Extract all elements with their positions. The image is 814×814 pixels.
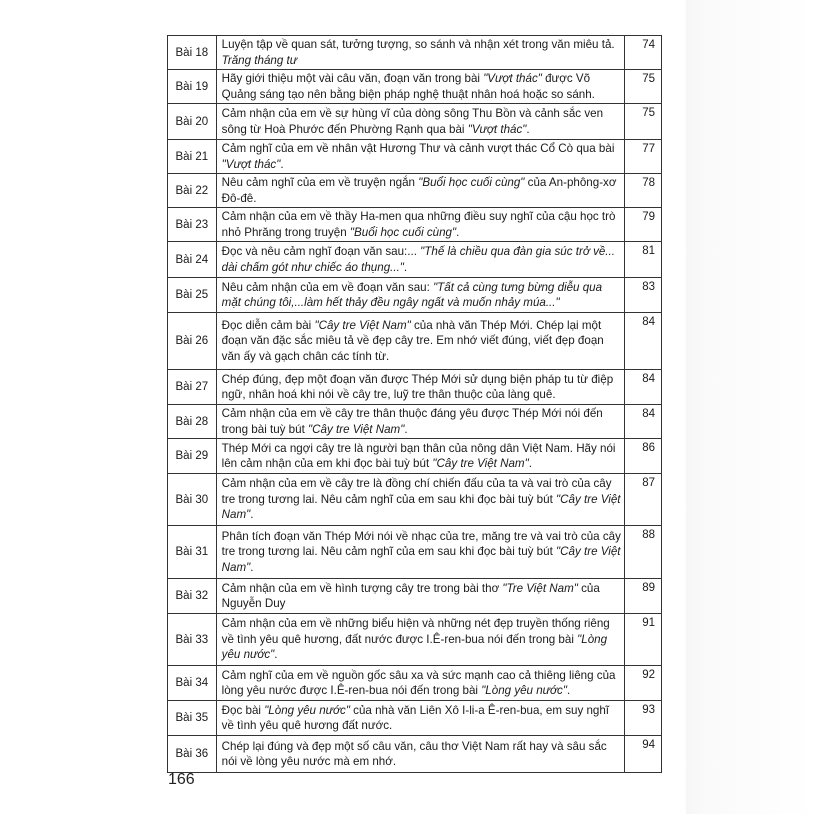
toc-row	[168, 242, 662, 278]
lesson-number: Bài 33	[168, 614, 217, 666]
lesson-title	[216, 474, 624, 526]
toc-row	[168, 526, 662, 579]
title-segment: Cảm nhận của em về những biểu hiện và những nét đẹp truyền thống riêng về tình yêu quê hương, đất nước được I.Ê-ren-bua nói đến trong bài	[221, 617, 610, 646]
lesson-page: 89	[624, 579, 661, 614]
lesson-page: 75	[624, 104, 661, 140]
title-segment: Cảm nhận của em về cây tre thân thuộc đáng yêu được Thép Mới nói đến trong bài tuỳ bút	[221, 407, 603, 436]
title-segment: Phân tích đoạn văn Thép Mới nói về nhạc của tre, măng tre và vai trò của cây tre trong tương lai. Nêu cảm nghĩ của em sau khi đọc bài tuỳ bút	[221, 529, 621, 559]
lesson-title	[216, 614, 624, 666]
lesson-title	[216, 36, 624, 70]
title-segment: của Nguyễn Duy	[221, 581, 600, 610]
lesson-number: Bài 30	[168, 474, 217, 526]
lesson-number: Bài 25	[168, 278, 217, 313]
lesson-page: 84	[624, 313, 661, 370]
title-segment: Cảm nhận của em về sự hùng vĩ của dòng sông Thu Bồn và cảnh sắc ven sông từ Hoà Phước đến Phường Rạnh qua bài	[221, 107, 604, 136]
toc-row	[168, 278, 662, 313]
title-italic-segment: "Cây tre Việt Nam"	[308, 422, 405, 436]
title-italic-segment: "Lòng yêu nước"	[221, 632, 608, 662]
title-segment: của nhà văn Liên Xô I-li-a Ê-ren-bua, em suy nghĩ về tình yêu quê hương đất nước.	[221, 703, 610, 732]
title-segment: Cảm nhận của em về hình tượng cây tre trong bài thơ	[221, 581, 503, 595]
title-segment: Đọc diễn cảm bài	[221, 318, 315, 332]
toc-row	[168, 36, 662, 70]
toc-row	[168, 70, 662, 104]
lesson-number: Bài 27	[168, 370, 217, 405]
lesson-page: 78	[624, 174, 661, 208]
lesson-title	[216, 174, 624, 208]
toc-row	[168, 104, 662, 140]
lesson-number: Bài 21	[168, 140, 217, 174]
title-italic-segment: "Buổi học cuối cùng"	[418, 176, 525, 189]
lesson-number: Bài 26	[168, 313, 217, 370]
lesson-page: 81	[624, 242, 661, 278]
lesson-number: Bài 18	[168, 36, 217, 70]
title-segment: Cảm nghĩ của em về nhân vật Hương Thư và cảnh vượt thác Cổ Cò qua bài	[221, 142, 615, 155]
lesson-title	[216, 313, 624, 370]
title-segment: .	[250, 508, 254, 522]
lesson-number: Bài 24	[168, 242, 217, 278]
lesson-number: Bài 35	[168, 701, 217, 736]
title-italic-segment: "Tất cả cùng tưng bừng diễu qua mặt chúng tôi,...làm hết thảy đều ngây ngất và muốn nhảy múa..."	[221, 280, 603, 309]
lesson-number: Bài 36	[168, 736, 217, 773]
title-segment: được Võ Quảng sáng tạo nên bằng biện pháp nghệ thuật nhân hoá hoặc so sánh.	[221, 72, 595, 101]
toc-row	[168, 579, 662, 614]
title-segment: Chép lại đúng và đẹp một số câu văn, câu thơ Việt Nam rất hay và sâu sắc nói về lòng yêu nước mà em nhớ.	[221, 739, 607, 768]
toc-row	[168, 370, 662, 405]
title-segment: Nêu cảm nhận của em về đoạn văn sau:	[221, 280, 434, 294]
lesson-page: 86	[624, 439, 661, 474]
title-segment: .	[526, 122, 530, 136]
toc-row	[168, 474, 662, 526]
lesson-page: 92	[624, 666, 661, 701]
title-segment: Chép đúng, đẹp một đoạn văn được Thép Mới sử dụng biện pháp tu từ điệp ngữ, nhân hoá khi nói về cây tre, luỹ tre thân thuộc của làng quê.	[221, 372, 614, 401]
title-segment: .	[280, 157, 284, 171]
lesson-page: 84	[624, 405, 661, 439]
title-italic-segment: "Cây tre Việt Nam"	[314, 318, 411, 332]
lesson-title	[216, 736, 624, 773]
toc-row	[168, 666, 662, 701]
title-segment: .	[250, 560, 254, 574]
title-segment: Cảm nhận của em về cây tre là đồng chí chiến đấu của ta và vai trò của cây tre trong tương lai. Nêu cảm nghĩ của em sau khi đọc bài tuỳ bút	[221, 477, 612, 506]
title-segment: .	[403, 260, 408, 274]
lesson-title	[216, 278, 624, 313]
lesson-number: Bài 20	[168, 104, 217, 140]
lesson-title	[216, 370, 624, 405]
title-segment: .	[404, 422, 408, 436]
lesson-title	[216, 701, 624, 736]
title-italic-segment: "Lòng yêu nước"	[264, 703, 350, 717]
lesson-title	[216, 70, 624, 104]
title-segment: .	[456, 225, 460, 239]
title-italic-segment: "Cây tre Việt Nam"	[221, 492, 621, 522]
lesson-number: Bài 31	[168, 526, 217, 579]
lesson-page: 75	[624, 70, 661, 104]
title-segment: .	[566, 684, 571, 697]
lesson-title	[216, 526, 624, 579]
page-number: 166	[168, 771, 195, 788]
title-italic-segment: "Thế là chiều qua đàn gia súc trở về... dài chấm gót như chiếc áo thụng..."	[221, 245, 615, 274]
title-segment: Cảm nhận của em về thầy Ha-men qua những điều suy nghĩ của cậu học trò nhỏ Phrăng trong truyện	[221, 210, 616, 239]
lesson-number: Bài 23	[168, 208, 217, 242]
lesson-page: 94	[624, 736, 661, 773]
title-segment: Hãy giới thiệu một vài câu văn, đoạn văn trong bài	[221, 72, 484, 85]
lesson-title	[216, 208, 624, 242]
toc-row	[168, 405, 662, 439]
lesson-title	[216, 242, 624, 278]
lesson-page: 93	[624, 701, 661, 736]
lesson-page: 77	[624, 140, 661, 174]
toc-row	[168, 439, 662, 474]
toc-row	[168, 174, 662, 208]
lesson-title	[216, 666, 624, 701]
lesson-page: 74	[624, 36, 661, 70]
title-italic-segment: "Vượt thác"	[467, 122, 527, 136]
title-segment: Đọc bài	[221, 703, 265, 717]
lesson-page: 84	[624, 370, 661, 405]
lesson-page: 87	[624, 474, 661, 526]
lesson-page: 83	[624, 278, 661, 313]
lesson-page: 79	[624, 208, 661, 242]
lesson-title	[216, 405, 624, 439]
lesson-number: Bài 29	[168, 439, 217, 474]
toc-row	[168, 736, 662, 773]
title-italic-segment: Trăng tháng tư	[221, 53, 298, 67]
title-segment: .	[274, 648, 278, 662]
title-italic-segment: "Lòng yêu nước"	[481, 684, 567, 697]
page-edge-shadow	[685, 0, 814, 814]
title-segment: Thép Mới ca ngợi cây tre là người bạn thân của nông dân Việt Nam. Hãy nói lên cảm nhận của em khi đọc bài tuỳ bút	[221, 441, 616, 470]
toc-row	[168, 140, 662, 174]
lesson-page: 88	[624, 526, 661, 579]
title-segment: Đọc và nêu cảm nghĩ đoạn văn sau:...	[221, 245, 421, 258]
lesson-title	[216, 579, 624, 614]
lesson-number: Bài 32	[168, 579, 217, 614]
lesson-number: Bài 34	[168, 666, 217, 701]
lesson-number: Bài 28	[168, 405, 217, 439]
lesson-number: Bài 19	[168, 70, 217, 104]
toc-row	[168, 701, 662, 736]
title-italic-segment: "Cây tre Việt Nam"	[221, 545, 621, 574]
lesson-page: 91	[624, 614, 661, 666]
table-of-contents	[167, 35, 662, 773]
toc-body	[168, 36, 662, 773]
title-segment: Cảm nghĩ của em về nguồn gốc sâu xa và sức mạnh cao cả thiêng liêng của lòng yêu nước được I.Ê-ren-bua nói đến trong bài	[221, 668, 616, 697]
lesson-number: Bài 22	[168, 174, 217, 208]
title-segment: Nêu cảm nghĩ của em về truyện ngắn	[221, 176, 419, 189]
title-italic-segment: "Vượt thác"	[483, 72, 542, 85]
title-segment: của An-phông-xơ Đô-đê.	[221, 176, 617, 205]
title-italic-segment: "Cây tre Việt Nam"	[432, 457, 529, 470]
toc-row	[168, 614, 662, 666]
title-segment: của nhà văn Thép Mới. Chép lại một đoạn văn đặc sắc miêu tả về đẹp cây tre. Em nhớ viết đúng, viết đẹp đoạn văn ấy và gạch chân các tính từ.	[221, 318, 604, 363]
title-segment: Luyện tập về quan sát, tưởng tượng, so sánh và nhận xét trong văn miêu tả.	[221, 38, 615, 51]
title-segment: .	[528, 457, 532, 470]
title-italic-segment: "Buổi học cuối cùng"	[349, 225, 457, 239]
title-italic-segment: "Tre Việt Nam"	[502, 581, 578, 595]
title-italic-segment: "Vượt thác"	[221, 157, 281, 171]
lesson-title	[216, 439, 624, 474]
lesson-title	[216, 104, 624, 140]
toc-row	[168, 208, 662, 242]
toc-row	[168, 313, 662, 370]
lesson-title	[216, 140, 624, 174]
